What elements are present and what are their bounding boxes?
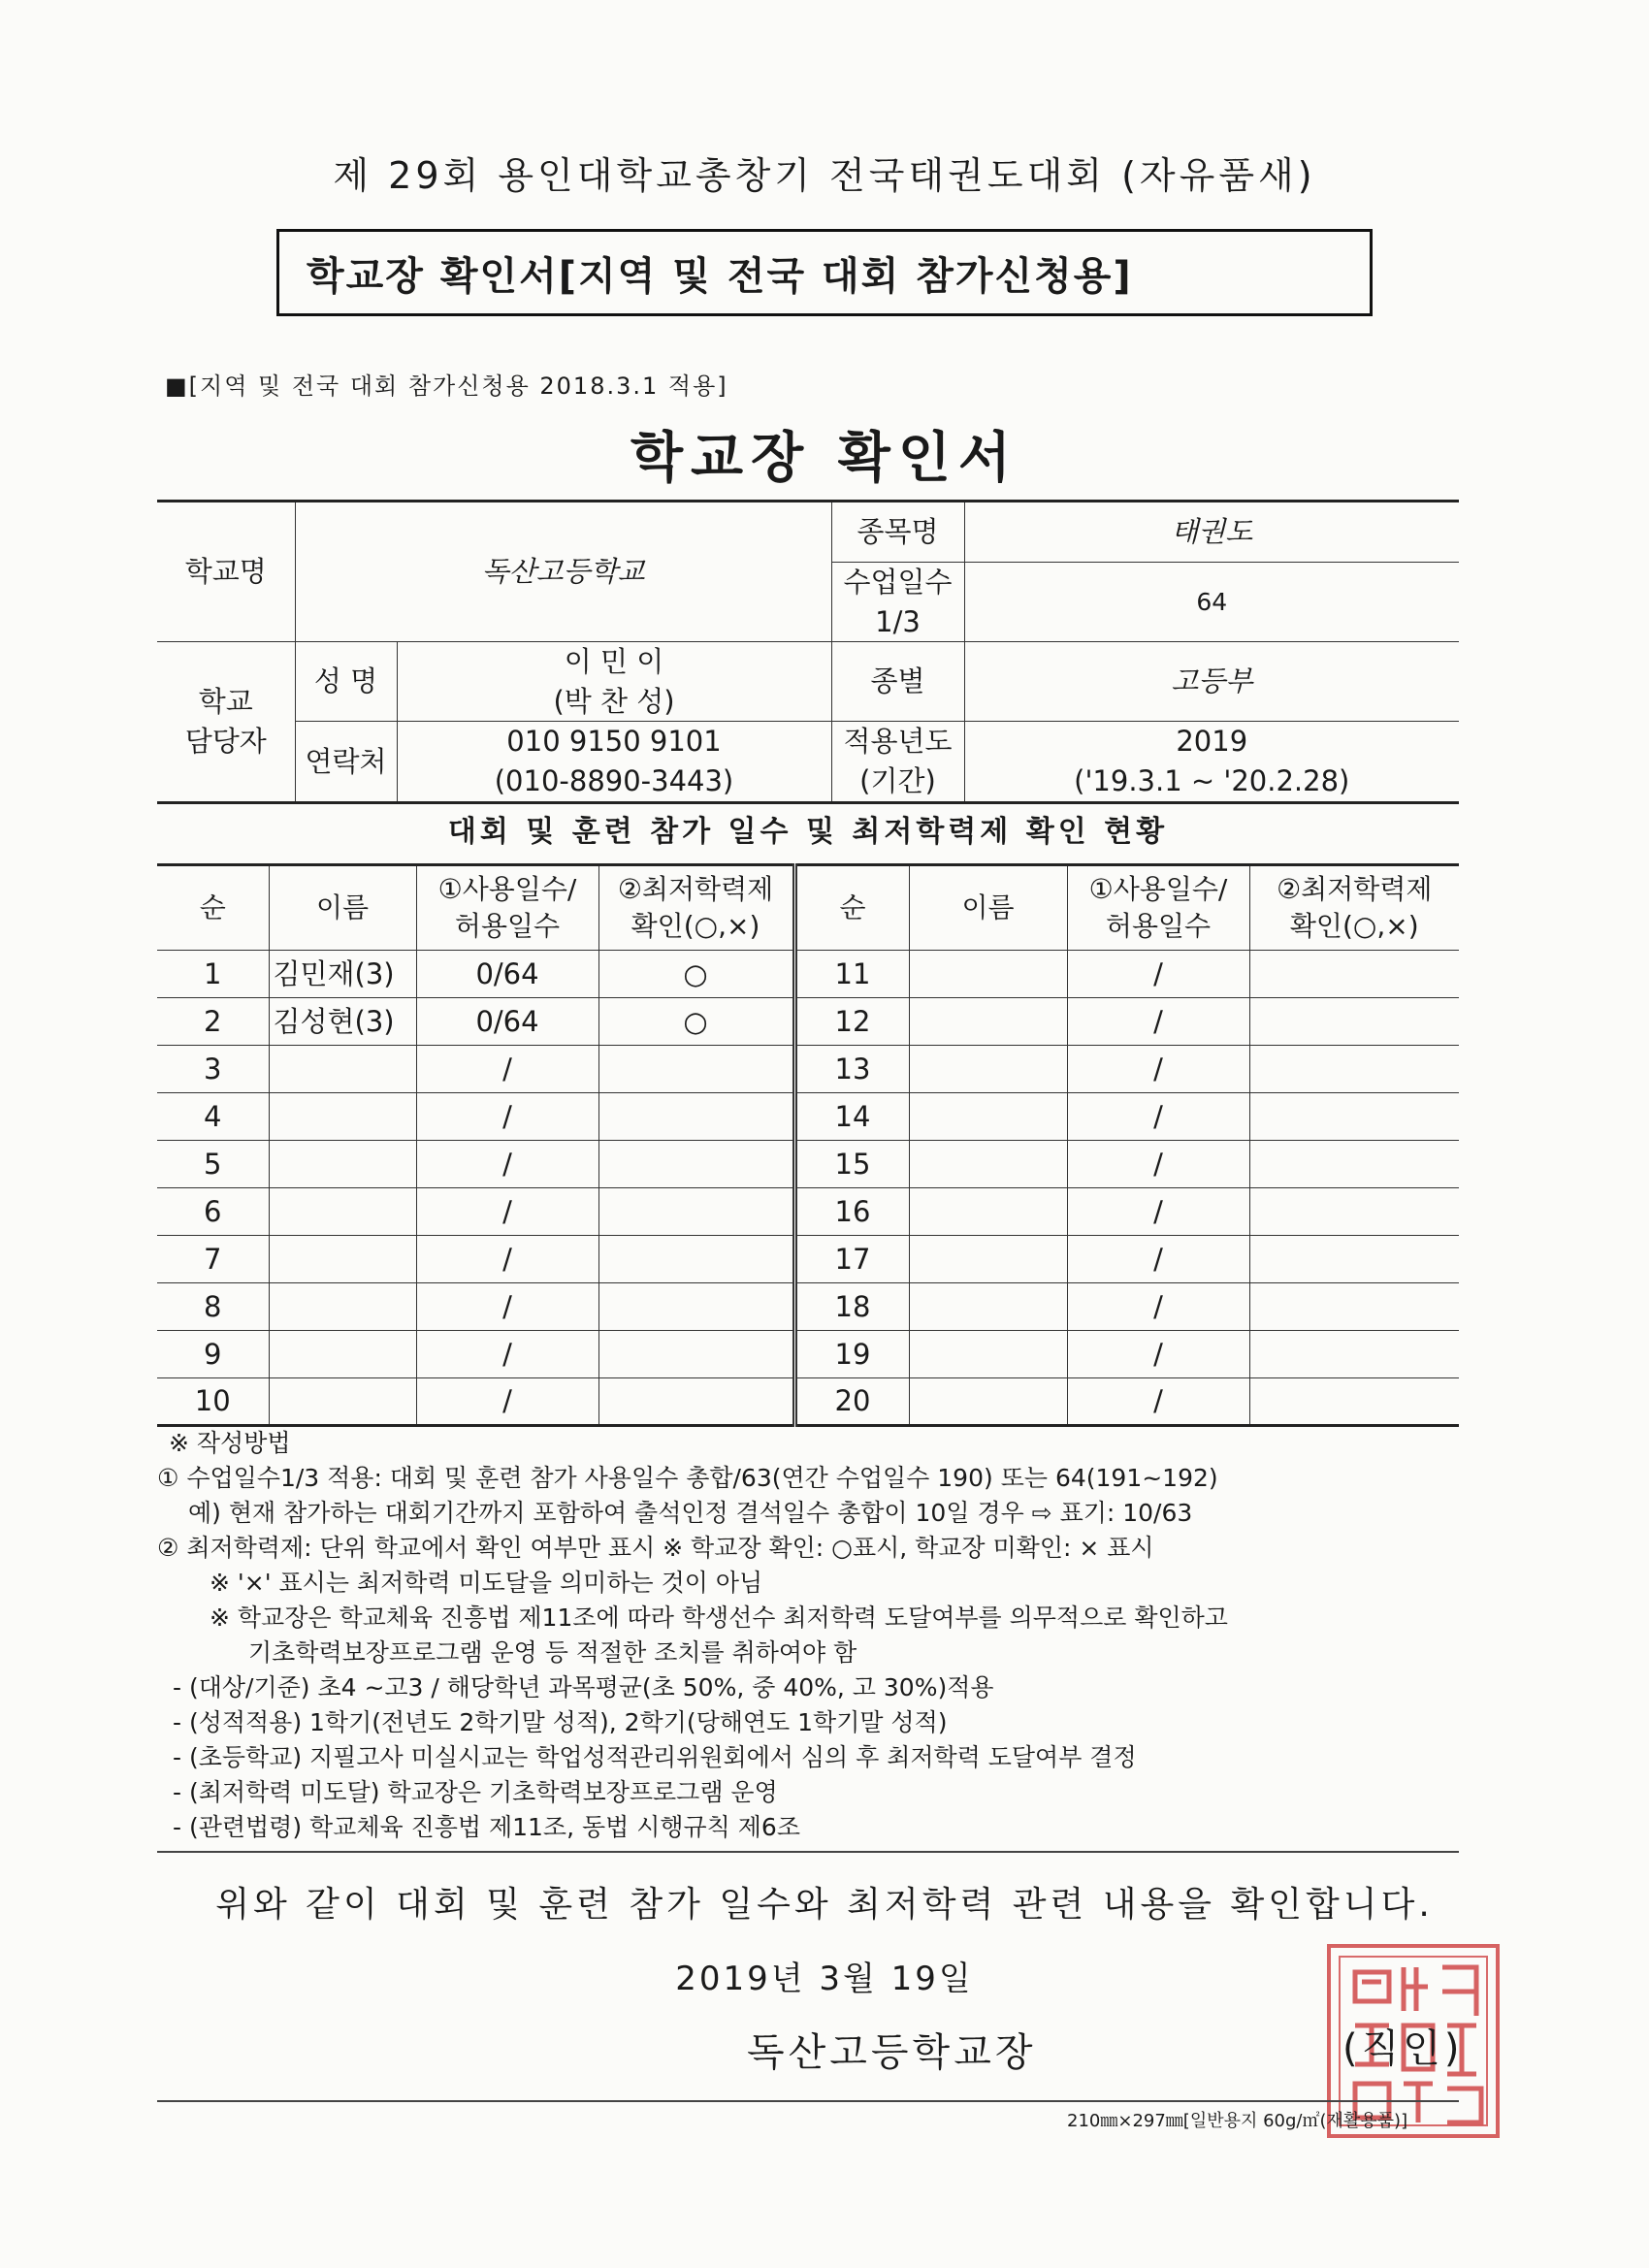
row-days-right: / (1067, 1093, 1249, 1141)
row-name-right (909, 1236, 1067, 1283)
row-name-right (909, 998, 1067, 1046)
table-row (157, 998, 1459, 1046)
row-days-left: 0/64 (416, 998, 598, 1046)
applied-note: ■[지역 및 전국 대회 참가신청용 2018.3.1 적용] (165, 373, 728, 400)
row-name-right (909, 1331, 1067, 1378)
method-line11: - (관련법령) 학교체육 진흥법 제11조, 동법 시행규칙 제6조 (173, 1813, 800, 1841)
row-no-right: 12 (794, 998, 909, 1046)
row-no-left: 5 (157, 1141, 269, 1188)
row-days-right: / (1067, 998, 1249, 1046)
method-divider (157, 1851, 1459, 1853)
header-no-right: 순 (794, 865, 909, 951)
bottom-divider (157, 2100, 1459, 2102)
row-check-right (1249, 1141, 1459, 1188)
row-no-right: 19 (794, 1331, 909, 1378)
header-name-right: 이름 (909, 865, 1067, 951)
row-days-right: / (1067, 1283, 1249, 1331)
header-academic-left-line1: ②최저학력제 (617, 873, 774, 906)
row-no-left: 8 (157, 1283, 269, 1331)
table-row (157, 951, 1459, 998)
method-line6: 기초학력보장프로그램 운영 등 적절한 조치를 취하여야 함 (248, 1638, 857, 1667)
days-label (831, 563, 964, 642)
status-heading: 대회 및 훈련 참가 일수 및 최저학력제 확인 현황 (447, 815, 1169, 849)
row-name-right (909, 1283, 1067, 1331)
row-days-right: / (1067, 1331, 1249, 1378)
event-title: 제 29회 용인대학교총창기 전국태권도대회 (자유품새) (333, 154, 1316, 197)
row-check-left (598, 1046, 794, 1093)
row-name-right (909, 1378, 1067, 1426)
row-days-right: / (1067, 1188, 1249, 1236)
year-label (831, 722, 964, 802)
row-days-right: / (1067, 1378, 1249, 1426)
header-days-right (1067, 865, 1249, 951)
header-academic-left-line2: 확인(○,×) (630, 910, 760, 942)
school-info-table (157, 500, 1459, 804)
days-label-line1: 수업일수 (843, 566, 953, 599)
row-check-left: ○ (598, 951, 794, 998)
row-check-right (1249, 951, 1459, 998)
method-line9: - (초등학교) 지필고사 미실시교는 학업성적관리위원회에서 심의 후 최저학력 도달여부 결정 (173, 1743, 1137, 1771)
row-no-left: 4 (157, 1093, 269, 1141)
row-days-left: / (416, 1046, 598, 1093)
row-check-left (598, 1378, 794, 1426)
paper-spec-note: 210㎜×297㎜[일반용지 60g/㎡(재활용품)] (1067, 2111, 1408, 2131)
table-row (157, 1378, 1459, 1426)
row-days-right: / (1067, 951, 1249, 998)
method-line10: - (최저학력 미도달) 학교장은 기초학력보장프로그램 운영 (173, 1778, 778, 1806)
row-check-right (1249, 998, 1459, 1046)
school-label: 학교명 (157, 502, 295, 642)
name-value-line1: 이 민 이 (564, 645, 664, 679)
row-check-right (1249, 1093, 1459, 1141)
row-days-left: / (416, 1331, 598, 1378)
category-label: 종별 (831, 642, 964, 722)
header-no-left: 순 (157, 865, 269, 951)
year-label-line1: 적용년도 (843, 725, 953, 759)
event-label: 종목명 (831, 502, 964, 563)
row-check-left (598, 1188, 794, 1236)
row-name-right (909, 1188, 1067, 1236)
contact-value (397, 722, 831, 802)
table-row (157, 1093, 1459, 1141)
row-name-left: 김성현(3) (269, 998, 416, 1046)
seal-label: (직인) (1342, 2026, 1464, 2071)
header-academic-right-line1: ②최저학력제 (1277, 873, 1433, 906)
method-line4: ※ '×' 표시는 최저학력 미도달을 의미하는 것이 아님 (210, 1569, 763, 1597)
year-value-line1: 2019 (1176, 725, 1248, 759)
header-days-left-line1: ①사용일수/ (437, 873, 577, 906)
row-days-right: / (1067, 1236, 1249, 1283)
school-value: 독산고등학교 (295, 502, 831, 642)
principal-name: 독산고등학교장 (747, 2030, 1037, 2075)
row-no-left: 3 (157, 1046, 269, 1093)
row-name-left (269, 1236, 416, 1283)
row-no-left: 6 (157, 1188, 269, 1236)
confirm-text: 위와 같이 대회 및 훈련 참가 일수와 최저학력 관련 내용을 확인합니다. (215, 1885, 1434, 1925)
method-line3: ② 최저학력제: 단위 학교에서 확인 여부만 표시 ※ 학교장 확인: ○표시, 학교장 미확인: × 표시 (157, 1534, 1154, 1562)
row-no-right: 17 (794, 1236, 909, 1283)
row-name-right (909, 951, 1067, 998)
header-academic-right (1249, 865, 1459, 951)
method-line5: ※ 학교장은 학교체육 진흥법 제11조에 따라 학생선수 최저학력 도달여부를 의무적으로 확인하고 (210, 1604, 1228, 1632)
row-no-right: 14 (794, 1093, 909, 1141)
row-no-left: 7 (157, 1236, 269, 1283)
row-no-right: 15 (794, 1141, 909, 1188)
row-name-right (909, 1093, 1067, 1141)
row-name-left: 김민재(3) (269, 951, 416, 998)
row-days-left: / (416, 1141, 598, 1188)
method-line1: ① 수업일수1/3 적용: 대회 및 훈련 참가 사용일수 총합/63(연간 수업일수 190) 또는 64(191~192) (157, 1464, 1218, 1492)
row-check-left (598, 1236, 794, 1283)
row-no-right: 16 (794, 1188, 909, 1236)
confirm-date: 2019년 3월 19일 (675, 1960, 974, 1998)
row-check-left (598, 1331, 794, 1378)
contact-value-line2: (010-8890-3443) (494, 763, 734, 797)
header-academic-right-line2: 확인(○,×) (1289, 910, 1419, 942)
status-table (157, 863, 1459, 1427)
table-row (157, 1188, 1459, 1236)
row-days-right: / (1067, 1141, 1249, 1188)
row-name-left (269, 1188, 416, 1236)
row-check-right (1249, 1378, 1459, 1426)
header-days-right-line2: 허용일수 (1105, 910, 1212, 942)
table-row (157, 1046, 1459, 1093)
year-label-line2: (기간) (859, 763, 936, 797)
event-value: 태권도 (964, 502, 1459, 563)
row-days-right: / (1067, 1046, 1249, 1093)
row-no-right: 20 (794, 1378, 909, 1426)
header-academic-left (598, 865, 794, 951)
row-name-left (269, 1141, 416, 1188)
row-check-left: ○ (598, 998, 794, 1046)
staff-label-line2: 담당자 (184, 724, 267, 758)
row-check-right (1249, 1331, 1459, 1378)
table-row (157, 1331, 1459, 1378)
row-name-right (909, 1046, 1067, 1093)
row-name-left (269, 1093, 416, 1141)
row-check-left (598, 1283, 794, 1331)
row-name-left (269, 1331, 416, 1378)
row-no-right: 18 (794, 1283, 909, 1331)
row-no-left: 9 (157, 1331, 269, 1378)
row-check-left (598, 1141, 794, 1188)
name-label: 성 명 (295, 642, 397, 722)
staff-label-line1: 학교 (198, 685, 253, 719)
form-title: 학교장 확인서 (630, 427, 1019, 490)
method-line2: 예) 현재 참가하는 대회기간까지 포함하여 출석인정 결석일수 총합이 10일 경우 ⇨ 표기: 10/63 (188, 1499, 1193, 1527)
row-check-right (1249, 1283, 1459, 1331)
year-value (964, 722, 1459, 802)
name-value-line2: (박 찬 성) (553, 684, 675, 718)
row-name-left (269, 1283, 416, 1331)
days-label-line2: 1/3 (875, 604, 921, 638)
row-days-left: / (416, 1378, 598, 1426)
row-days-left: 0/64 (416, 951, 598, 998)
category-value: 고등부 (964, 642, 1459, 722)
table-row (157, 1283, 1459, 1331)
year-value-line2: ('19.3.1 ~ '20.2.28) (1074, 763, 1350, 797)
row-days-left: / (416, 1236, 598, 1283)
row-no-right: 13 (794, 1046, 909, 1093)
row-name-left (269, 1378, 416, 1426)
header-days-right-line1: ①사용일수/ (1088, 873, 1228, 906)
row-check-left (598, 1093, 794, 1141)
boxed-title: 학교장 확인서[지역 및 전국 대회 참가신청용] (276, 229, 1373, 316)
name-value (397, 642, 831, 722)
table-row (157, 1236, 1459, 1283)
row-no-left: 2 (157, 998, 269, 1046)
row-days-left: / (416, 1093, 598, 1141)
table-row (157, 1141, 1459, 1188)
method-line8: - (성적적용) 1학기(전년도 2학기말 성적), 2학기(당해연도 1학기말 성적) (173, 1708, 948, 1736)
method-title: ※ 작성방법 (169, 1429, 291, 1457)
writing-method (157, 1426, 1515, 1845)
row-no-right: 11 (794, 951, 909, 998)
contact-label: 연락처 (295, 722, 397, 802)
contact-value-line1: 010 9150 9101 (506, 725, 722, 759)
row-no-left: 10 (157, 1378, 269, 1426)
staff-label (157, 642, 295, 802)
row-name-left (269, 1046, 416, 1093)
header-name-left: 이름 (269, 865, 416, 951)
days-value: 64 (964, 563, 1459, 642)
header-days-left-line2: 허용일수 (454, 910, 561, 942)
row-days-left: / (416, 1188, 598, 1236)
row-name-right (909, 1141, 1067, 1188)
row-check-right (1249, 1188, 1459, 1236)
row-check-right (1249, 1236, 1459, 1283)
method-line7: - (대상/기준) 초4 ~고3 / 해당학년 과목평균(초 50%, 중 40%, 고 30%)적용 (173, 1673, 994, 1701)
row-check-right (1249, 1046, 1459, 1093)
row-no-left: 1 (157, 951, 269, 998)
header-days-left (416, 865, 598, 951)
row-days-left: / (416, 1283, 598, 1331)
